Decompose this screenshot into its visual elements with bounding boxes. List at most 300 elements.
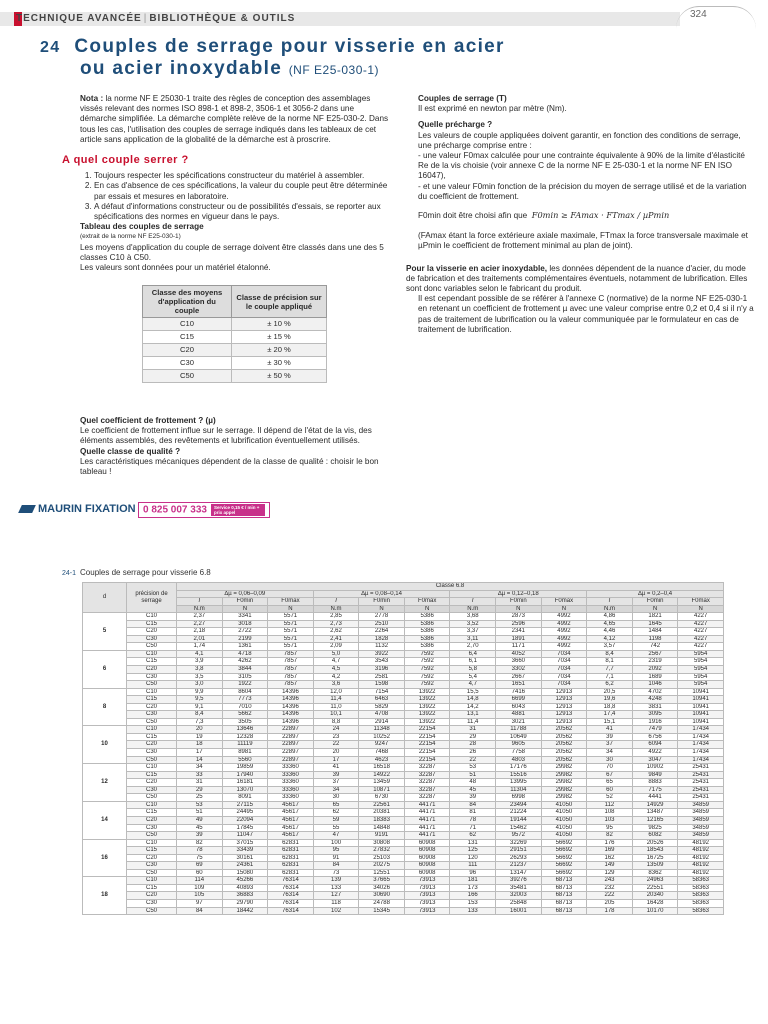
value-cell: 24788 (359, 899, 405, 907)
nota-paragraph (80, 94, 392, 145)
value-cell: 1821 (632, 613, 678, 621)
value-cell: 41050 (541, 809, 587, 817)
value-cell: 7592 (404, 673, 450, 681)
value-cell: 5954 (678, 681, 724, 689)
value-cell: 4227 (678, 643, 724, 651)
value-cell: 24 (313, 726, 359, 734)
caption-number: 24-1 (62, 570, 77, 577)
value-cell: 4,7 (313, 658, 359, 666)
value-cell: 73913 (404, 892, 450, 900)
table-row (83, 613, 724, 621)
value-cell: 5954 (678, 673, 724, 681)
value-cell: 62831 (268, 862, 314, 870)
value-cell: 37 (313, 779, 359, 787)
value-cell: 34859 (678, 832, 724, 840)
value-cell: C20 (127, 892, 177, 900)
value-cell: C20 (127, 628, 177, 636)
value-cell: 13922 (404, 688, 450, 696)
value-cell: 6,1 (450, 658, 496, 666)
value-cell: 20562 (541, 741, 587, 749)
table-row (83, 643, 724, 651)
value-cell: 78 (450, 816, 496, 824)
value-cell: 1171 (496, 643, 542, 651)
value-cell: 32287 (404, 786, 450, 794)
value-cell: 17434 (678, 741, 724, 749)
value-cell: 169 (587, 847, 633, 855)
value-cell: 2,70 (450, 643, 496, 651)
value-cell: 21224 (496, 809, 542, 817)
class-cell: C15 (143, 331, 232, 344)
value-cell: 8,4 (177, 711, 223, 719)
value-cell: 24495 (222, 809, 268, 817)
table-row (83, 839, 724, 847)
value-cell: 41050 (541, 816, 587, 824)
value-cell: 22094 (222, 816, 268, 824)
value-cell: 5571 (268, 643, 314, 651)
service-tag: Service 0,15 € / min + prix appel (211, 504, 265, 516)
value-cell: 14396 (268, 696, 314, 704)
value-cell: 9191 (359, 832, 405, 840)
value-cell: 4248 (632, 696, 678, 704)
value-cell: 78 (177, 847, 223, 855)
value-cell: 7857 (268, 658, 314, 666)
value-cell: 2,27 (177, 620, 223, 628)
value-cell: 2,41 (313, 635, 359, 643)
value-cell: 48192 (678, 854, 724, 862)
value-cell: 48 (450, 779, 496, 787)
value-cell: 27115 (222, 801, 268, 809)
value-cell: 8362 (632, 869, 678, 877)
value-cell: 76314 (268, 907, 314, 915)
value-cell: 1198 (632, 635, 678, 643)
value-cell: 20562 (541, 749, 587, 757)
col-precision-header: précision de serrage (127, 583, 177, 613)
value-cell: 35481 (496, 884, 542, 892)
value-cell: 20275 (359, 862, 405, 870)
value-cell: 45 (177, 824, 223, 832)
value-cell: C20 (127, 741, 177, 749)
value-cell: 32287 (404, 794, 450, 802)
value-cell: 9,1 (177, 703, 223, 711)
header-breadcrumb: TECHNIQUE AVANCÉE | BIBLIOTHÈQUE & OUTILS (16, 13, 296, 24)
table-row (83, 862, 724, 870)
value-cell: 12913 (541, 688, 587, 696)
value-cell: C10 (127, 688, 177, 696)
value-cell: 4,2 (313, 673, 359, 681)
list-item: 2. En cas d'absence de ces spécifications, la valeur du couple peut être déterminée par essais et mesures en laboratoire. (94, 181, 392, 201)
value-cell: 30161 (222, 854, 268, 862)
table-row (83, 718, 724, 726)
value-cell: 109 (177, 884, 223, 892)
value-cell: 29982 (541, 786, 587, 794)
value-cell: 75 (177, 854, 223, 862)
value-cell: 5662 (222, 711, 268, 719)
value-cell: 20 (313, 749, 359, 757)
title-number: 24 (40, 39, 61, 56)
value-cell: 9825 (632, 824, 678, 832)
sub-header: T (587, 598, 633, 606)
sub-header: F0max (678, 598, 724, 606)
class-cell: C10 (143, 318, 232, 331)
value-cell: 26293 (496, 854, 542, 862)
table-row (83, 666, 724, 674)
value-cell: 11304 (496, 786, 542, 794)
unit-header: N.m (450, 605, 496, 613)
value-cell: 222 (587, 892, 633, 900)
value-cell: 4,7 (450, 681, 496, 689)
value-cell: 27832 (359, 847, 405, 855)
value-cell: 22551 (632, 884, 678, 892)
value-cell: 95 (587, 824, 633, 832)
sub-header: T (313, 598, 359, 606)
value-cell: 13995 (496, 779, 542, 787)
value-cell: 24963 (632, 877, 678, 885)
title-line2: ou acier inoxydable (80, 58, 283, 79)
value-cell: 12328 (222, 733, 268, 741)
value-cell: C10 (127, 877, 177, 885)
class-label: Classe 6.8 (177, 583, 724, 591)
value-cell: 14922 (359, 771, 405, 779)
phone-number: 0 825 007 333 (143, 504, 207, 516)
value-cell: 18 (177, 741, 223, 749)
value-cell: 4922 (632, 749, 678, 757)
value-cell: 8,1 (587, 658, 633, 666)
value-cell: 56692 (541, 847, 587, 855)
value-cell: C50 (127, 756, 177, 764)
value-cell: 11,0 (313, 703, 359, 711)
value-cell: 56692 (541, 854, 587, 862)
value-cell: 22 (313, 741, 359, 749)
value-cell: 3,37 (450, 628, 496, 636)
torque-text: Il est exprimé en newton par mètre (Nm). (418, 104, 567, 114)
table-row (143, 344, 327, 357)
value-cell: 53 (177, 801, 223, 809)
value-cell: 166 (450, 892, 496, 900)
value-cell: 14848 (359, 824, 405, 832)
left-column (62, 94, 392, 383)
value-cell: 62831 (268, 854, 314, 862)
value-cell: 7175 (632, 786, 678, 794)
friction-title: Quel coefficient de frottement ? (µ) (80, 416, 216, 425)
value-cell: 2199 (222, 635, 268, 643)
table-row (83, 847, 724, 855)
value-cell: 59 (313, 816, 359, 824)
value-cell: 20562 (541, 733, 587, 741)
unit-header: N.m (313, 605, 359, 613)
table-row (83, 779, 724, 787)
value-cell: 13070 (222, 786, 268, 794)
value-cell: 22154 (404, 733, 450, 741)
value-cell: 4992 (541, 613, 587, 621)
brand-logo (20, 503, 136, 515)
value-cell: 56692 (541, 839, 587, 847)
value-cell: 33360 (268, 771, 314, 779)
value-cell: 10902 (632, 764, 678, 772)
value-cell: 15,1 (587, 718, 633, 726)
value-cell: 71 (450, 824, 496, 832)
title-line1: Couples de serrage pour visserie en acier (74, 36, 505, 57)
value-cell: 12913 (541, 718, 587, 726)
value-cell: 18383 (359, 816, 405, 824)
value-cell: 4262 (222, 658, 268, 666)
value-cell: 5954 (678, 658, 724, 666)
precision-cell: ± 15 % (232, 331, 327, 344)
value-cell: 25431 (678, 764, 724, 772)
value-cell: 10941 (678, 703, 724, 711)
class-cell: C30 (143, 357, 232, 370)
value-cell: C15 (127, 696, 177, 704)
value-cell: 39 (587, 733, 633, 741)
value-cell: 8091 (222, 794, 268, 802)
value-cell: 47 (313, 832, 359, 840)
value-cell: 48192 (678, 869, 724, 877)
value-cell: 4702 (632, 688, 678, 696)
list-item: 1. Toujours respecter les spécifications constructeur du matériel à assembler. (94, 171, 392, 181)
value-cell: 62 (450, 832, 496, 840)
value-cell: 20,5 (587, 688, 633, 696)
table-row (83, 726, 724, 734)
value-cell: 2092 (632, 666, 678, 674)
value-cell: 18543 (632, 847, 678, 855)
value-cell: 34859 (678, 824, 724, 832)
sub-header: F0min (496, 598, 542, 606)
value-cell: 11119 (222, 741, 268, 749)
value-cell: 2596 (496, 620, 542, 628)
value-cell: 7857 (268, 673, 314, 681)
value-cell: 30808 (359, 839, 405, 847)
value-cell: 6756 (632, 733, 678, 741)
value-cell: 3,57 (587, 643, 633, 651)
value-cell: 20562 (541, 756, 587, 764)
value-cell: C30 (127, 786, 177, 794)
page-header (0, 0, 768, 30)
value-cell: C15 (127, 771, 177, 779)
table-row (143, 318, 327, 331)
value-cell: 6463 (359, 696, 405, 704)
value-cell: 5,8 (450, 666, 496, 674)
value-cell: 5954 (678, 650, 724, 658)
value-cell: 4718 (222, 650, 268, 658)
value-cell: 10871 (359, 786, 405, 794)
value-cell: 40893 (222, 884, 268, 892)
value-cell: C50 (127, 794, 177, 802)
value-cell: C50 (127, 832, 177, 840)
value-cell: 17 (177, 749, 223, 757)
value-cell: 205 (587, 899, 633, 907)
value-cell: 76314 (268, 877, 314, 885)
value-cell: 11788 (496, 726, 542, 734)
value-cell: 16518 (359, 764, 405, 772)
value-cell: 15345 (359, 907, 405, 915)
table-row (143, 370, 327, 383)
value-cell: 176 (587, 839, 633, 847)
value-cell: 5571 (268, 628, 314, 636)
value-cell: 34 (587, 749, 633, 757)
value-cell: 33360 (268, 786, 314, 794)
value-cell: C50 (127, 869, 177, 877)
value-cell: 6082 (632, 832, 678, 840)
value-cell: 3922 (359, 650, 405, 658)
table-row (83, 771, 724, 779)
precision-cell: ± 10 % (232, 318, 327, 331)
left-column-lower (80, 416, 392, 477)
precision-cell: ± 50 % (232, 370, 327, 383)
value-cell: 20 (177, 726, 223, 734)
value-cell: 17,4 (587, 711, 633, 719)
value-cell: 33360 (268, 779, 314, 787)
value-cell: 742 (632, 643, 678, 651)
value-cell: 2264 (359, 628, 405, 636)
value-cell: 45617 (268, 832, 314, 840)
table-row (83, 703, 724, 711)
value-cell: 19859 (222, 764, 268, 772)
value-cell: C30 (127, 899, 177, 907)
unit-header: N (359, 605, 405, 613)
value-cell: 48192 (678, 839, 724, 847)
value-cell: 1916 (632, 718, 678, 726)
value-cell: 22897 (268, 749, 314, 757)
value-cell: 13487 (632, 809, 678, 817)
brand-mark-icon (18, 505, 36, 513)
value-cell: 232 (587, 884, 633, 892)
quality-text: Les caractéristiques mécaniques dépendent de la classe de qualité : choisir le bon tableau ! (80, 456, 379, 477)
unit-header: N (541, 605, 587, 613)
value-cell: 22897 (268, 741, 314, 749)
value-cell: 48192 (678, 847, 724, 855)
value-cell: 76314 (268, 892, 314, 900)
value-cell: 4,65 (587, 620, 633, 628)
value-cell: 153 (450, 899, 496, 907)
value-cell: 60 (177, 869, 223, 877)
value-cell: C15 (127, 809, 177, 817)
value-cell: 100 (313, 839, 359, 847)
value-cell: 7,1 (587, 673, 633, 681)
value-cell: 22154 (404, 741, 450, 749)
phone-badge[interactable] (138, 502, 270, 518)
value-cell: 133 (450, 907, 496, 915)
list-item: 3. A défaut d'informations constructeur ou de possibilités d'essais, se reporter aux spécifications des normes en vigueur dans le pays. (94, 202, 392, 222)
value-cell: 68713 (541, 899, 587, 907)
value-cell: C50 (127, 718, 177, 726)
value-cell: 41 (313, 764, 359, 772)
value-cell: 2341 (496, 628, 542, 636)
class-header-means: Classe des moyens d'application du couple (143, 286, 232, 318)
value-cell: C50 (127, 681, 177, 689)
value-cell: 39276 (496, 877, 542, 885)
formula-prefix: F0min doit être choisi afin que (418, 211, 528, 221)
value-cell: 34859 (678, 809, 724, 817)
value-cell: 7034 (541, 673, 587, 681)
table-row (83, 741, 724, 749)
value-cell: C30 (127, 711, 177, 719)
value-cell: C50 (127, 643, 177, 651)
value-cell: 32287 (404, 779, 450, 787)
value-cell: 45 (450, 786, 496, 794)
value-cell: 4,86 (587, 613, 633, 621)
value-cell: 16001 (496, 907, 542, 915)
value-cell: 4708 (359, 711, 405, 719)
value-cell: 17434 (678, 749, 724, 757)
value-cell: 13147 (496, 869, 542, 877)
value-cell: 108 (587, 809, 633, 817)
value-cell: 17940 (222, 771, 268, 779)
col-d-header: d (83, 583, 127, 613)
value-cell: 7773 (222, 696, 268, 704)
value-cell: 44171 (404, 801, 450, 809)
value-cell: 34 (177, 764, 223, 772)
value-cell: 7034 (541, 650, 587, 658)
value-cell: 4,12 (587, 635, 633, 643)
value-cell: 133 (313, 884, 359, 892)
value-cell: 5954 (678, 666, 724, 674)
value-cell: 60908 (404, 839, 450, 847)
value-cell: 14396 (268, 688, 314, 696)
value-cell: 62 (313, 809, 359, 817)
value-cell: 29790 (222, 899, 268, 907)
value-cell: 4227 (678, 620, 724, 628)
value-cell: 17434 (678, 726, 724, 734)
value-cell: 17845 (222, 824, 268, 832)
value-cell: 73913 (404, 877, 450, 885)
value-cell: 11,4 (450, 718, 496, 726)
value-cell: 1689 (632, 673, 678, 681)
value-cell: 3543 (359, 658, 405, 666)
value-cell: 60908 (404, 869, 450, 877)
value-cell: 1922 (222, 681, 268, 689)
value-cell: 127 (313, 892, 359, 900)
value-cell: 15462 (496, 824, 542, 832)
diameter-cell: 14 (83, 801, 127, 839)
value-cell: 37 (587, 741, 633, 749)
value-cell: 22154 (404, 726, 450, 734)
value-cell: 2778 (359, 613, 405, 621)
inox-label: Pour la visserie en acier inoxydable, (406, 263, 548, 273)
value-cell: 13922 (404, 718, 450, 726)
value-cell: 68713 (541, 892, 587, 900)
value-cell: 69 (177, 862, 223, 870)
value-cell: 33360 (268, 794, 314, 802)
value-cell: 14396 (268, 718, 314, 726)
value-cell: C20 (127, 854, 177, 862)
page-title (40, 36, 740, 81)
value-cell: 139 (313, 877, 359, 885)
table-row (83, 628, 724, 636)
sub-header: T (450, 598, 496, 606)
table-row (83, 907, 724, 915)
unit-header: N (496, 605, 542, 613)
value-cell: 16725 (632, 854, 678, 862)
table-row (83, 809, 724, 817)
precision-cell: ± 30 % (232, 357, 327, 370)
table-description-2: Les valeurs sont données pour un matériel étalonné. (80, 263, 271, 273)
sub-header: T (177, 598, 223, 606)
value-cell: 5386 (404, 620, 450, 628)
diameter-cell: 12 (83, 764, 127, 802)
unit-header: N (222, 605, 268, 613)
value-cell: 41050 (541, 801, 587, 809)
table-row (83, 816, 724, 824)
value-cell: 91 (313, 854, 359, 862)
value-cell: 9849 (632, 771, 678, 779)
value-cell: 3831 (632, 703, 678, 711)
value-cell: C15 (127, 884, 177, 892)
value-cell: 58363 (678, 892, 724, 900)
mu-group-header: ∆µ = 0,2–0,4 (587, 590, 724, 598)
value-cell: 149 (587, 862, 633, 870)
value-cell: 14,2 (450, 703, 496, 711)
value-cell: 7468 (359, 749, 405, 757)
value-cell: 103 (587, 816, 633, 824)
